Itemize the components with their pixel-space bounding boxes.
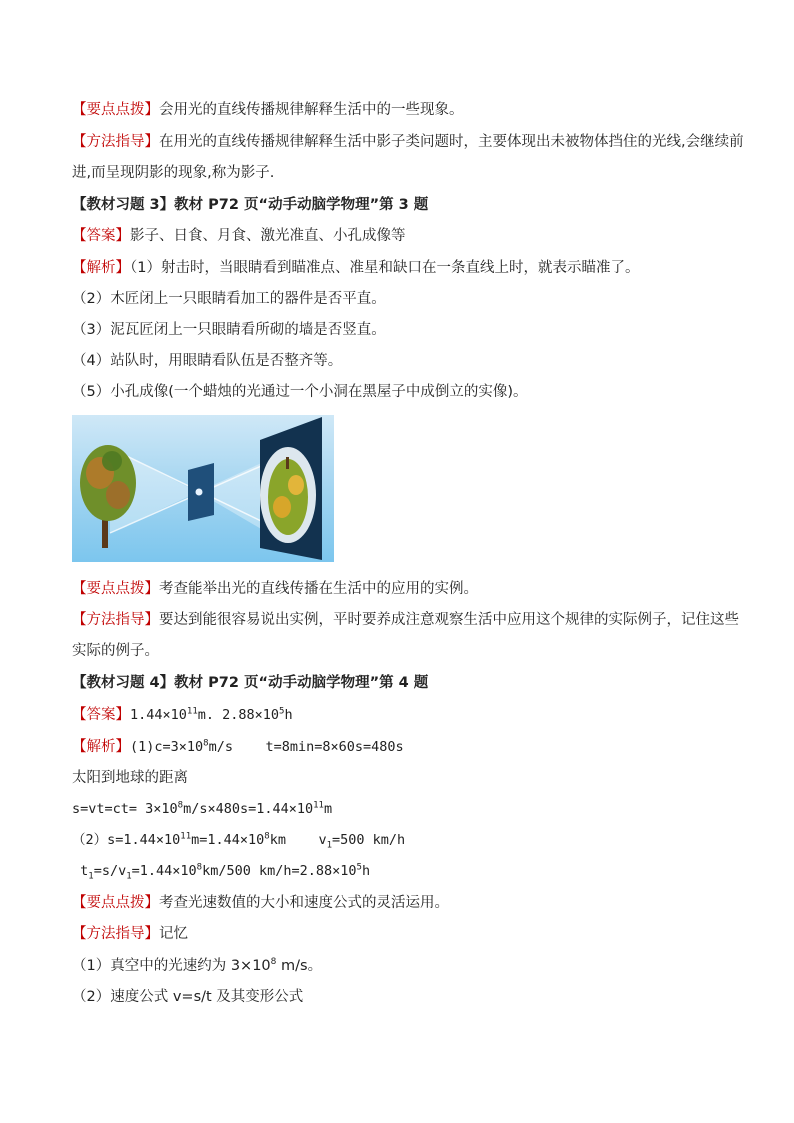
analysis-4-line-1 bbox=[72, 737, 404, 757]
analysis-3-line-3 bbox=[72, 320, 386, 340]
pinhole-illustration bbox=[72, 415, 334, 562]
tag-key-point: 【要点点拨】 bbox=[72, 895, 159, 911]
key-point-line-1 bbox=[72, 100, 464, 120]
heading-text: 【教材习题 4】教材 P72 页“动手动脑学物理”第 4 题 bbox=[72, 675, 429, 691]
text: （3）泥瓦匠闭上一只眼睛看所砌的墙是否竖直。 bbox=[72, 322, 386, 338]
analysis-3-line-4 bbox=[72, 351, 342, 371]
text: 会用光的直线传播规律解释生活中的一些现象。 bbox=[159, 102, 464, 118]
text: 要达到能很容易说出实例，平时要养成注意观察生活中应用这个规律的实际例子，记住这些 bbox=[159, 612, 739, 628]
tag-analysis: 【解析】 bbox=[72, 739, 130, 755]
text: 考查能举出光的直线传播在生活中的应用的实例。 bbox=[159, 581, 478, 597]
method-line-3 bbox=[72, 924, 188, 944]
text: （5）小孔成像(一个蜡烛的光通过一个小洞在黑屋子中成倒立的实像)。 bbox=[72, 384, 528, 400]
tag-analysis: 【解析】 bbox=[72, 260, 130, 276]
answer-4-line bbox=[72, 705, 293, 725]
method-line-1 bbox=[72, 132, 744, 152]
tag-key-point: 【要点点拨】 bbox=[72, 102, 159, 118]
tag-key-point: 【要点点拨】 bbox=[72, 581, 159, 597]
text: （1）射击时，当眼睛看到瞄准点、准星和缺口在一条直线上时，就表示瞄准了。 bbox=[130, 260, 640, 276]
analysis-4-line-2 bbox=[72, 768, 188, 788]
tag-answer: 【答案】 bbox=[72, 228, 130, 244]
pinhole bbox=[196, 489, 203, 496]
analysis-4-formula-2: $(2)s=1.44\times 10^{11}m=1.44\times 10^8km$ $v_1=500$ km/h bbox=[72, 831, 406, 851]
text: 在用光的直线传播规律解释生活中影子类问题时，主要体现出未被物体挡住的光线,会继续前 bbox=[159, 134, 744, 150]
pinhole-camera-figure bbox=[72, 415, 334, 562]
analysis-4-formula-1: $s=vt=ct= 3\times 10^8m/s\times 480s=1.44\times 10^{11}m$ bbox=[72, 800, 333, 817]
key-point-line-3 bbox=[72, 893, 449, 913]
tag-method: 【方法指导】 bbox=[72, 134, 159, 150]
text: 实际的例子。 bbox=[72, 643, 159, 659]
text: （2）木匠闭上一只眼睛看加工的器件是否平直。 bbox=[72, 291, 386, 307]
inverted-image bbox=[268, 459, 308, 535]
tree-leaves-green bbox=[102, 451, 122, 471]
formula: $(1)c=3\times 10^8m/s$ t=8min=8×60s=480s bbox=[130, 738, 404, 755]
tag-answer: 【答案】 bbox=[72, 707, 130, 723]
heading-text: 【教材习题 3】教材 P72 页“动手动脑学物理”第 3 题 bbox=[72, 197, 429, 213]
text: （2）速度公式 v=s/t 及其变形公式 bbox=[72, 989, 304, 1005]
analysis-3-line-1 bbox=[72, 258, 639, 278]
text: （4）站队时，用眼睛看队伍是否整齐等。 bbox=[72, 353, 343, 369]
answer-value: $1.44\times 10^{11}m$. $2.88\times 10^5h$ bbox=[130, 706, 293, 723]
tag-method: 【方法指导】 bbox=[72, 612, 159, 628]
inverted-trunk bbox=[286, 457, 289, 469]
method-line-2-cont bbox=[72, 641, 159, 661]
analysis-4-formula-3: $t_1=s/v_1=1.44\times 10^8km/500$ $km/h=2.88\times 10^5h$ bbox=[72, 862, 371, 882]
key-point-line-2 bbox=[72, 579, 478, 599]
text: 进,而呈现阴影的现象,称为影子. bbox=[72, 165, 275, 181]
answer-3-line bbox=[72, 226, 406, 246]
tag-method: 【方法指导】 bbox=[72, 926, 159, 942]
method-3-item-1: （1）真空中的光速约为 $3\times 10^8$ m/s。 bbox=[72, 957, 323, 974]
inverted-image-leaves-2 bbox=[288, 475, 304, 495]
analysis-3-line-2 bbox=[72, 289, 386, 309]
inverted-image-leaves bbox=[273, 496, 291, 518]
method-line-1-cont bbox=[72, 163, 274, 183]
text: 记忆 bbox=[159, 926, 188, 942]
method-3-item-2 bbox=[72, 987, 303, 1007]
exercise-3-heading bbox=[72, 195, 428, 215]
analysis-3-line-5 bbox=[72, 382, 528, 402]
text: 影子、日食、月食、激光准直、小孔成像等 bbox=[130, 228, 406, 244]
exercise-4-heading bbox=[72, 673, 428, 693]
text: 太阳到地球的距离 bbox=[72, 770, 188, 786]
method-line-2 bbox=[72, 610, 739, 630]
tree-leaves-brown bbox=[106, 481, 130, 509]
text: 考查光速数值的大小和速度公式的灵活运用。 bbox=[159, 895, 449, 911]
